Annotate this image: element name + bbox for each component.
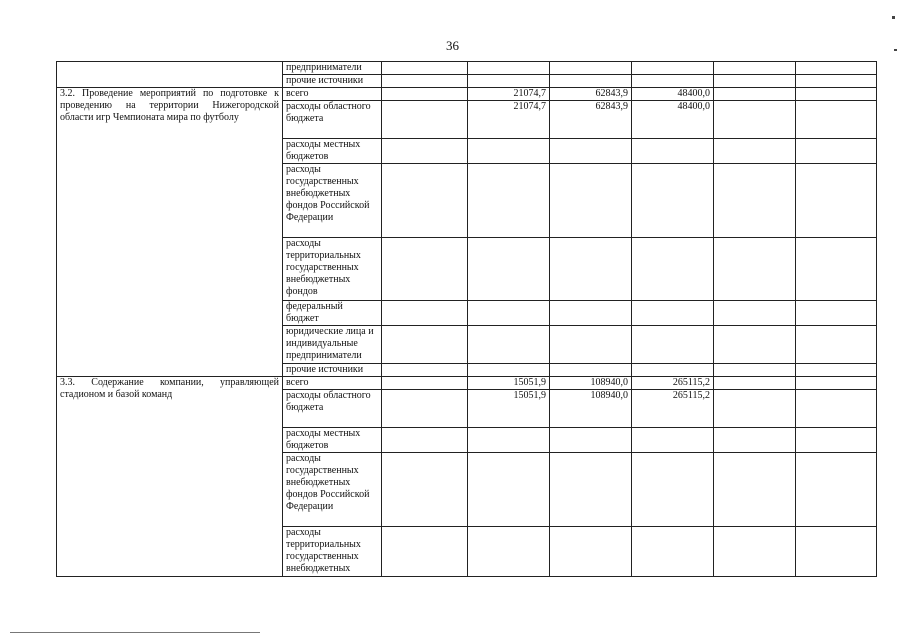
amount-cell	[382, 101, 468, 139]
amount-cell	[468, 453, 550, 527]
scan-speck	[894, 49, 897, 51]
amount-cell	[796, 88, 877, 101]
bottom-edge-line	[10, 632, 260, 633]
amount-cell	[468, 326, 550, 364]
amount-cell	[468, 139, 550, 164]
scan-speck	[892, 16, 895, 19]
amount-cell	[796, 364, 877, 377]
amount-cell	[468, 62, 550, 75]
amount-cell	[550, 527, 632, 577]
amount-cell	[468, 527, 550, 577]
amount-cell	[550, 453, 632, 527]
amount-cell	[714, 62, 796, 75]
amount-cell	[382, 453, 468, 527]
amount-cell: 62843,9	[550, 101, 632, 139]
amount-cell	[382, 139, 468, 164]
amount-cell	[632, 527, 714, 577]
amount-cell	[382, 326, 468, 364]
amount-cell	[550, 326, 632, 364]
funding-source-cell: предприниматели	[283, 62, 382, 75]
funding-source-cell: всего	[283, 88, 382, 101]
amount-cell	[632, 428, 714, 453]
measure-title-cell: 3.3. Содержание компании, управляющей стадионом и базой команд	[57, 377, 283, 577]
amount-cell	[632, 164, 714, 238]
amount-cell	[796, 164, 877, 238]
amount-cell	[632, 453, 714, 527]
amount-cell	[382, 164, 468, 238]
amount-cell	[714, 101, 796, 139]
amount-cell	[468, 75, 550, 88]
amount-cell	[714, 377, 796, 390]
amount-cell	[382, 377, 468, 390]
amount-cell	[468, 428, 550, 453]
table-row	[57, 88, 877, 101]
amount-cell: 48400,0	[632, 101, 714, 139]
amount-cell: 108940,0	[550, 377, 632, 390]
amount-cell	[796, 326, 877, 364]
amount-cell	[714, 238, 796, 301]
amount-cell	[632, 238, 714, 301]
funding-source-cell: всего	[283, 377, 382, 390]
amount-cell	[382, 390, 468, 428]
amount-cell	[632, 301, 714, 326]
funding-source-cell: расходы областного бюджета	[283, 390, 382, 428]
amount-cell	[714, 88, 796, 101]
amount-cell	[714, 164, 796, 238]
amount-cell	[382, 364, 468, 377]
measure-title-cell: 3.2. Проведение мероприятий по подготовке к проведению на территории Нижегородской области игр Чемпионата мира по футболу	[57, 88, 283, 377]
funding-source-cell: расходы государственных внебюджетных фондов Российской Федерации	[283, 453, 382, 527]
amount-cell	[714, 139, 796, 164]
amount-cell	[632, 62, 714, 75]
amount-cell	[714, 428, 796, 453]
amount-cell: 15051,9	[468, 390, 550, 428]
amount-cell	[468, 164, 550, 238]
funding-source-cell: расходы местных бюджетов	[283, 139, 382, 164]
amount-cell	[632, 326, 714, 364]
budget-table	[56, 61, 877, 577]
funding-source-cell: расходы государственных внебюджетных фондов Российской Федерации	[283, 164, 382, 238]
amount-cell	[796, 428, 877, 453]
funding-source-cell: расходы местных бюджетов	[283, 428, 382, 453]
amount-cell	[714, 75, 796, 88]
amount-cell	[714, 364, 796, 377]
amount-cell	[550, 428, 632, 453]
amount-cell	[550, 139, 632, 164]
amount-cell	[468, 364, 550, 377]
funding-source-cell: федеральный бюджет	[283, 301, 382, 326]
amount-cell: 108940,0	[550, 390, 632, 428]
amount-cell	[468, 301, 550, 326]
amount-cell	[550, 301, 632, 326]
amount-cell	[550, 62, 632, 75]
amount-cell	[796, 301, 877, 326]
amount-cell	[382, 75, 468, 88]
amount-cell: 265115,2	[632, 377, 714, 390]
amount-cell	[382, 238, 468, 301]
table-row	[57, 377, 877, 390]
amount-cell	[796, 377, 877, 390]
amount-cell	[714, 390, 796, 428]
amount-cell	[714, 453, 796, 527]
amount-cell	[550, 75, 632, 88]
amount-cell	[714, 301, 796, 326]
amount-cell	[382, 62, 468, 75]
funding-source-cell: расходы территориальных государственных внебюджетных фондов	[283, 238, 382, 301]
amount-cell	[796, 238, 877, 301]
amount-cell: 48400,0	[632, 88, 714, 101]
amount-cell	[796, 101, 877, 139]
funding-source-cell: юридические лица и индивидуальные предприниматели	[283, 326, 382, 364]
amount-cell	[796, 527, 877, 577]
amount-cell	[382, 527, 468, 577]
amount-cell	[714, 326, 796, 364]
amount-cell	[796, 75, 877, 88]
amount-cell	[796, 62, 877, 75]
amount-cell	[382, 428, 468, 453]
amount-cell	[632, 364, 714, 377]
amount-cell: 62843,9	[550, 88, 632, 101]
amount-cell	[550, 238, 632, 301]
amount-cell	[796, 390, 877, 428]
amount-cell	[468, 238, 550, 301]
amount-cell: 21074,7	[468, 101, 550, 139]
funding-source-cell: прочие источники	[283, 364, 382, 377]
funding-source-cell: прочие источники	[283, 75, 382, 88]
amount-cell	[550, 164, 632, 238]
page-number: 36	[446, 38, 459, 53]
amount-cell: 15051,9	[468, 377, 550, 390]
amount-cell	[796, 453, 877, 527]
amount-cell	[550, 364, 632, 377]
amount-cell	[632, 139, 714, 164]
measure-title-cell	[57, 62, 283, 88]
amount-cell	[632, 75, 714, 88]
table-row	[57, 62, 877, 75]
amount-cell	[796, 139, 877, 164]
amount-cell: 21074,7	[468, 88, 550, 101]
funding-source-cell: расходы территориальных государственных внебюджетных	[283, 527, 382, 577]
amount-cell	[382, 301, 468, 326]
funding-source-cell: расходы областного бюджета	[283, 101, 382, 139]
amount-cell: 265115,2	[632, 390, 714, 428]
amount-cell	[382, 88, 468, 101]
amount-cell	[714, 527, 796, 577]
